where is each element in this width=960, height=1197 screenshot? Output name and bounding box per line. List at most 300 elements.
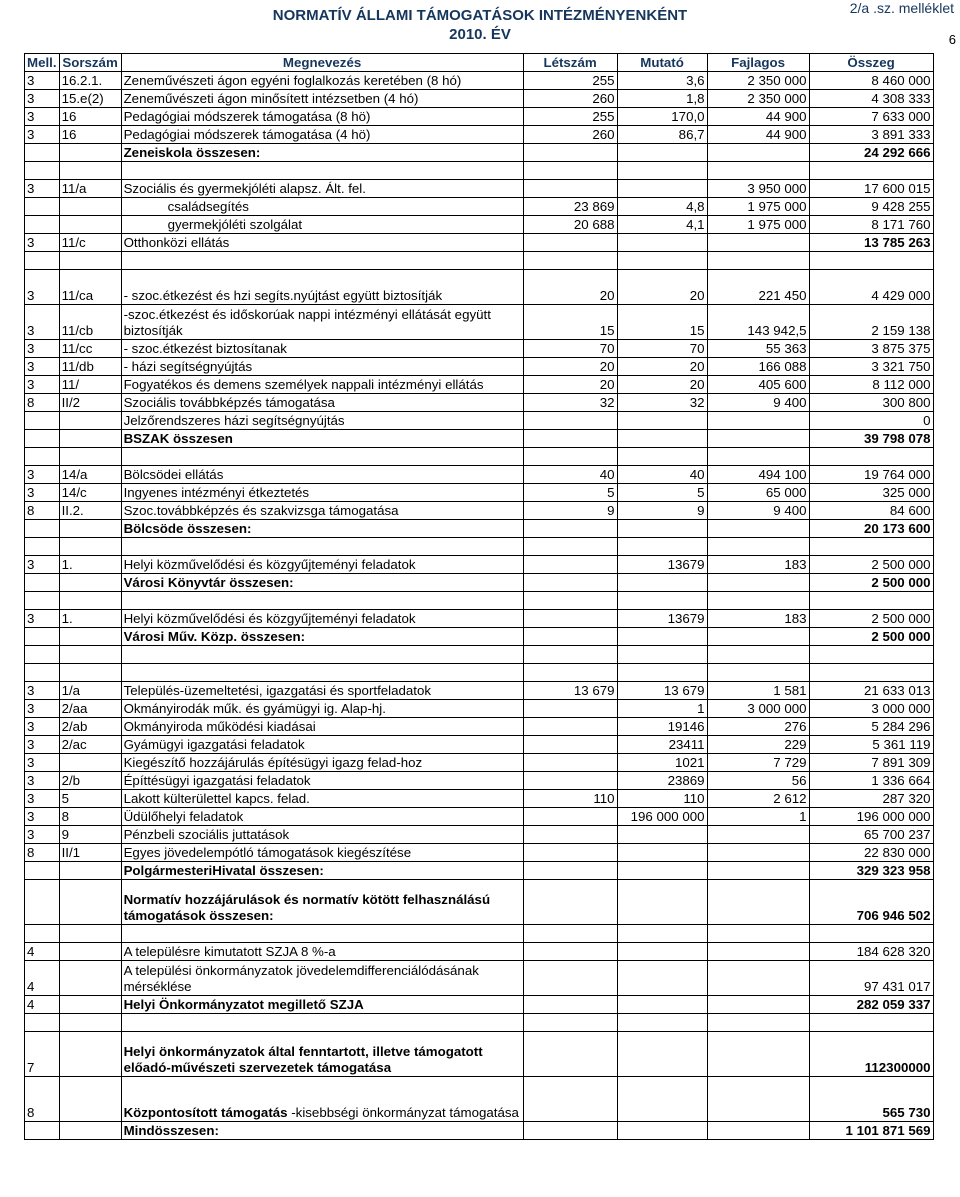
cell-megnevezes: Központosított támogatás -kisebbségi önkormányzat támogatása <box>121 1077 523 1122</box>
cell-letszam: 260 <box>523 126 617 144</box>
table-row <box>25 90 934 108</box>
cell-mell: 3 <box>25 90 60 108</box>
cell-fajlagos <box>707 1077 809 1122</box>
cell-sorszam <box>59 880 121 925</box>
cell-mutato: 13 679 <box>617 682 707 700</box>
cell-osszeg: 287 320 <box>809 790 933 808</box>
table-row <box>25 198 934 216</box>
cell-osszeg: 1 336 664 <box>809 772 933 790</box>
cell-osszeg: 84 600 <box>809 502 933 520</box>
col-header-mell: Mell. <box>25 54 60 72</box>
cell-fajlagos <box>707 880 809 925</box>
cell-sorszam: 1. <box>59 610 121 628</box>
cell-mell <box>25 574 60 592</box>
cell-mell: 8 <box>25 1077 60 1122</box>
table-row <box>25 592 934 610</box>
cell-osszeg: 9 428 255 <box>809 198 933 216</box>
cell-letszam: 15 <box>523 305 617 340</box>
cell-fajlagos <box>707 520 809 538</box>
cell-mell: 3 <box>25 484 60 502</box>
table-row <box>25 628 934 646</box>
cell-megnevezes: Okmányirodák műk. és gyámügyi ig. Alap-hj. <box>121 700 523 718</box>
cell-mell <box>25 664 60 682</box>
table-row <box>25 826 934 844</box>
cell-fajlagos <box>707 574 809 592</box>
cell-sorszam <box>59 144 121 162</box>
cell-megnevezes: Városi Könyvtár összesen: <box>121 574 523 592</box>
cell-megnevezes: A települési önkormányzatok jövedelemdifferenciálódásának mérséklése <box>121 961 523 996</box>
cell-fajlagos <box>707 996 809 1014</box>
cell-mutato: 70 <box>617 340 707 358</box>
cell-mell <box>25 448 60 466</box>
cell-osszeg <box>809 1014 933 1032</box>
cell-letszam <box>523 628 617 646</box>
cell-letszam: 13 679 <box>523 682 617 700</box>
cell-fajlagos: 44 900 <box>707 108 809 126</box>
cell-letszam <box>523 754 617 772</box>
cell-fajlagos <box>707 144 809 162</box>
cell-mell <box>25 162 60 180</box>
cell-letszam: 110 <box>523 790 617 808</box>
cell-osszeg: 3 321 750 <box>809 358 933 376</box>
cell-fajlagos <box>707 844 809 862</box>
cell-sorszam: 16.2.1. <box>59 72 121 90</box>
table-row <box>25 216 934 234</box>
cell-sorszam: II.2. <box>59 502 121 520</box>
cell-osszeg: 184 628 320 <box>809 943 933 961</box>
cell-fajlagos <box>707 664 809 682</box>
cell-fajlagos <box>707 592 809 610</box>
cell-fajlagos: 166 088 <box>707 358 809 376</box>
cell-mell <box>25 198 60 216</box>
cell-fajlagos: 2 350 000 <box>707 90 809 108</box>
table-row <box>25 925 934 943</box>
cell-mutato: 20 <box>617 358 707 376</box>
cell-sorszam <box>59 592 121 610</box>
cell-mell: 3 <box>25 376 60 394</box>
cell-osszeg: 2 500 000 <box>809 628 933 646</box>
cell-megnevezes: Pedagógiai módszerek támogatása (4 hö) <box>121 126 523 144</box>
cell-sorszam <box>59 520 121 538</box>
cell-sorszam <box>59 996 121 1014</box>
cell-sorszam: 15.e(2) <box>59 90 121 108</box>
cell-fajlagos: 276 <box>707 718 809 736</box>
cell-letszam <box>523 996 617 1014</box>
cell-sorszam: 14/a <box>59 466 121 484</box>
cell-megnevezes: Helyi közművelődési és közgyűjteményi feladatok <box>121 610 523 628</box>
cell-letszam <box>523 1032 617 1077</box>
cell-sorszam: 14/c <box>59 484 121 502</box>
cell-osszeg: 8 171 760 <box>809 216 933 234</box>
cell-sorszam: 11/ca <box>59 270 121 305</box>
cell-sorszam <box>59 925 121 943</box>
cell-mutato: 1021 <box>617 754 707 772</box>
cell-mutato: 20 <box>617 376 707 394</box>
cell-letszam: 20 <box>523 270 617 305</box>
cell-mutato <box>617 943 707 961</box>
cell-letszam <box>523 943 617 961</box>
cell-letszam <box>523 862 617 880</box>
cell-fajlagos <box>707 430 809 448</box>
table-row <box>25 538 934 556</box>
cell-mell: 3 <box>25 682 60 700</box>
cell-fajlagos: 229 <box>707 736 809 754</box>
cell-mell: 3 <box>25 754 60 772</box>
cell-megnevezes: A településre kimutatott SZJA 8 %-a <box>121 943 523 961</box>
cell-letszam <box>523 736 617 754</box>
cell-osszeg <box>809 646 933 664</box>
cell-mell <box>25 862 60 880</box>
cell-fajlagos <box>707 252 809 270</box>
cell-mell: 3 <box>25 772 60 790</box>
cell-sorszam <box>59 961 121 996</box>
cell-letszam <box>523 772 617 790</box>
support-table <box>24 53 934 1140</box>
cell-fajlagos: 56 <box>707 772 809 790</box>
table-row <box>25 664 934 682</box>
cell-mell <box>25 880 60 925</box>
cell-megnevezes: - házi segítségnyújtás <box>121 358 523 376</box>
cell-letszam <box>523 646 617 664</box>
cell-mutato <box>617 234 707 252</box>
cell-megnevezes: Jelzőrendszeres házi segítségnyújtás <box>121 412 523 430</box>
cell-fajlagos: 405 600 <box>707 376 809 394</box>
cell-osszeg: 39 798 078 <box>809 430 933 448</box>
cell-fajlagos <box>707 412 809 430</box>
table-row <box>25 790 934 808</box>
cell-letszam: 260 <box>523 90 617 108</box>
table-row <box>25 358 934 376</box>
cell-fajlagos: 2 350 000 <box>707 72 809 90</box>
cell-fajlagos <box>707 448 809 466</box>
cell-mutato <box>617 592 707 610</box>
cell-letszam <box>523 610 617 628</box>
cell-mell: 3 <box>25 466 60 484</box>
cell-fajlagos <box>707 538 809 556</box>
table-row <box>25 162 934 180</box>
table-row <box>25 72 934 90</box>
cell-megnevezes: Szociális és gyermekjóléti alapsz. Ált. fel. <box>121 180 523 198</box>
cell-fajlagos <box>707 1032 809 1077</box>
cell-osszeg: 2 159 138 <box>809 305 933 340</box>
cell-fajlagos <box>707 961 809 996</box>
cell-osszeg: 196 000 000 <box>809 808 933 826</box>
cell-sorszam: II/1 <box>59 844 121 862</box>
cell-sorszam: 16 <box>59 108 121 126</box>
cell-sorszam: 2/ab <box>59 718 121 736</box>
cell-fajlagos: 183 <box>707 556 809 574</box>
cell-sorszam: 2/aa <box>59 700 121 718</box>
cell-sorszam: 2/b <box>59 772 121 790</box>
cell-sorszam <box>59 1032 121 1077</box>
cell-mell: 3 <box>25 180 60 198</box>
table-row <box>25 180 934 198</box>
cell-mutato <box>617 961 707 996</box>
cell-mell <box>25 252 60 270</box>
cell-sorszam: 8 <box>59 808 121 826</box>
cell-mell: 3 <box>25 826 60 844</box>
cell-osszeg: 1 101 871 569 <box>809 1122 933 1140</box>
cell-megnevezes <box>121 448 523 466</box>
cell-osszeg: 7 633 000 <box>809 108 933 126</box>
cell-osszeg: 7 891 309 <box>809 754 933 772</box>
cell-mell: 3 <box>25 72 60 90</box>
table-row <box>25 1014 934 1032</box>
cell-fajlagos: 143 942,5 <box>707 305 809 340</box>
cell-mutato <box>617 826 707 844</box>
cell-mell <box>25 1014 60 1032</box>
cell-mutato: 170,0 <box>617 108 707 126</box>
cell-mell <box>25 430 60 448</box>
cell-osszeg: 22 830 000 <box>809 844 933 862</box>
table-row <box>25 376 934 394</box>
cell-sorszam: 11/cc <box>59 340 121 358</box>
cell-osszeg <box>809 252 933 270</box>
cell-letszam <box>523 162 617 180</box>
table-row <box>25 305 934 340</box>
table-row <box>25 270 934 305</box>
cell-mutato <box>617 430 707 448</box>
cell-sorszam <box>59 1014 121 1032</box>
cell-osszeg: 5 284 296 <box>809 718 933 736</box>
cell-sorszam <box>59 754 121 772</box>
cell-letszam: 255 <box>523 72 617 90</box>
cell-letszam: 40 <box>523 466 617 484</box>
table-row <box>25 466 934 484</box>
cell-megnevezes: Zeneművészeti ágon egyéni foglalkozás keretében (8 hó) <box>121 72 523 90</box>
cell-osszeg: 3 875 375 <box>809 340 933 358</box>
cell-mell: 3 <box>25 358 60 376</box>
cell-fajlagos: 7 729 <box>707 754 809 772</box>
cell-letszam: 20 688 <box>523 216 617 234</box>
cell-letszam <box>523 234 617 252</box>
cell-mell: 3 <box>25 340 60 358</box>
table-row <box>25 502 934 520</box>
cell-fajlagos: 1 581 <box>707 682 809 700</box>
cell-mutato <box>617 1032 707 1077</box>
cell-megnevezes <box>121 252 523 270</box>
cell-sorszam: 5 <box>59 790 121 808</box>
cell-mutato: 3,6 <box>617 72 707 90</box>
cell-sorszam: 11/c <box>59 234 121 252</box>
col-header-mutato: Mutató <box>617 54 707 72</box>
cell-sorszam <box>59 664 121 682</box>
cell-mutato: 4,8 <box>617 198 707 216</box>
cell-letszam <box>523 961 617 996</box>
cell-mutato <box>617 1122 707 1140</box>
table-header-row <box>25 54 934 72</box>
cell-osszeg: 2 500 000 <box>809 574 933 592</box>
cell-mutato: 110 <box>617 790 707 808</box>
cell-letszam <box>523 180 617 198</box>
cell-mutato <box>617 880 707 925</box>
cell-letszam: 70 <box>523 340 617 358</box>
cell-mell: 3 <box>25 610 60 628</box>
cell-megnevezes: BSZAK összesen <box>121 430 523 448</box>
cell-mell <box>25 628 60 646</box>
table-row <box>25 754 934 772</box>
cell-letszam <box>523 925 617 943</box>
cell-mell <box>25 520 60 538</box>
cell-letszam: 5 <box>523 484 617 502</box>
cell-fajlagos <box>707 943 809 961</box>
table-row <box>25 646 934 664</box>
cell-osszeg: 8 112 000 <box>809 376 933 394</box>
cell-sorszam: 11/cb <box>59 305 121 340</box>
cell-megnevezes: Fogyatékos és demens személyek nappali intézményi ellátás <box>121 376 523 394</box>
cell-megnevezes: Szoc.továbbképzés és szakvizsga támogatása <box>121 502 523 520</box>
cell-fajlagos <box>707 862 809 880</box>
table-row <box>25 574 934 592</box>
cell-sorszam <box>59 412 121 430</box>
cell-sorszam <box>59 216 121 234</box>
table-row <box>25 943 934 961</box>
cell-megnevezes: Település-üzemeltetési, igazgatási és sportfeladatok <box>121 682 523 700</box>
cell-mell: 3 <box>25 736 60 754</box>
cell-sorszam: 1/a <box>59 682 121 700</box>
cell-osszeg: 2 500 000 <box>809 610 933 628</box>
cell-fajlagos: 9 400 <box>707 502 809 520</box>
attachment-label: 2/a .sz. melléklet <box>849 0 954 16</box>
cell-sorszam <box>59 538 121 556</box>
cell-mell <box>25 592 60 610</box>
cell-osszeg: 325 000 <box>809 484 933 502</box>
cell-mutato <box>617 412 707 430</box>
cell-mell: 4 <box>25 961 60 996</box>
cell-mutato <box>617 448 707 466</box>
cell-fajlagos: 55 363 <box>707 340 809 358</box>
cell-megnevezes: Egyes jövedelempótló támogatások kiegészítése <box>121 844 523 862</box>
cell-osszeg: 282 059 337 <box>809 996 933 1014</box>
cell-mell <box>25 144 60 162</box>
cell-mutato <box>617 646 707 664</box>
table-row <box>25 144 934 162</box>
table-row <box>25 484 934 502</box>
table-row <box>25 700 934 718</box>
col-header-osszeg: Összeg <box>809 54 933 72</box>
cell-mutato: 86,7 <box>617 126 707 144</box>
table-row <box>25 448 934 466</box>
cell-osszeg: 0 <box>809 412 933 430</box>
cell-mell: 4 <box>25 996 60 1014</box>
cell-fajlagos: 44 900 <box>707 126 809 144</box>
cell-letszam <box>523 412 617 430</box>
cell-mutato: 32 <box>617 394 707 412</box>
cell-letszam <box>523 448 617 466</box>
cell-osszeg <box>809 592 933 610</box>
document-title <box>220 6 740 44</box>
cell-osszeg <box>809 448 933 466</box>
cell-letszam <box>523 808 617 826</box>
col-header-megnevezes: Megnevezés <box>121 54 523 72</box>
cell-sorszam: 11/a <box>59 180 121 198</box>
cell-fajlagos: 3 000 000 <box>707 700 809 718</box>
cell-megnevezes: Városi Műv. Közp. összesen: <box>121 628 523 646</box>
table-row <box>25 108 934 126</box>
cell-fajlagos <box>707 628 809 646</box>
cell-letszam: 23 869 <box>523 198 617 216</box>
cell-fajlagos <box>707 826 809 844</box>
cell-megnevezes: Lakott külterülettel kapcs. felad. <box>121 790 523 808</box>
cell-sorszam: 9 <box>59 826 121 844</box>
cell-fajlagos: 221 450 <box>707 270 809 305</box>
cell-megnevezes <box>121 1014 523 1032</box>
cell-megnevezes: gyermekjóléti szolgálat <box>121 216 523 234</box>
cell-megnevezes: Zeneművészeti ágon minősített intézsetben (4 hó) <box>121 90 523 108</box>
cell-megnevezes: Helyi Önkormányzatot megillető SZJA <box>121 996 523 1014</box>
title-line-1: NORMATÍV ÁLLAMI TÁMOGATÁSOK INTÉZMÉNYENKÉNT <box>272 7 688 24</box>
cell-megnevezes: - szoc.étkezést biztosítanak <box>121 340 523 358</box>
cell-letszam <box>523 144 617 162</box>
cell-megnevezes: Bölcsödei ellátás <box>121 466 523 484</box>
cell-letszam: 20 <box>523 358 617 376</box>
cell-megnevezes <box>121 592 523 610</box>
cell-osszeg: 4 429 000 <box>809 270 933 305</box>
table-row <box>25 844 934 862</box>
cell-megnevezes: - szoc.étkezést és hzi segíts.nyújtást együtt biztosítják <box>121 270 523 305</box>
cell-mutato: 19146 <box>617 718 707 736</box>
cell-osszeg: 65 700 237 <box>809 826 933 844</box>
cell-osszeg: 19 764 000 <box>809 466 933 484</box>
cell-osszeg: 97 431 017 <box>809 961 933 996</box>
cell-osszeg: 329 323 958 <box>809 862 933 880</box>
table-row <box>25 1122 934 1140</box>
table-row <box>25 412 934 430</box>
page-number: 6 <box>948 32 956 47</box>
cell-mutato <box>617 574 707 592</box>
cell-mutato: 15 <box>617 305 707 340</box>
cell-mell <box>25 925 60 943</box>
cell-letszam <box>523 718 617 736</box>
cell-sorszam: 11/ <box>59 376 121 394</box>
cell-sorszam <box>59 162 121 180</box>
cell-mell: 3 <box>25 790 60 808</box>
cell-osszeg: 8 460 000 <box>809 72 933 90</box>
cell-mell: 3 <box>25 305 60 340</box>
cell-fajlagos: 494 100 <box>707 466 809 484</box>
cell-mutato: 13679 <box>617 610 707 628</box>
cell-osszeg: 13 785 263 <box>809 234 933 252</box>
cell-letszam <box>523 844 617 862</box>
table-row <box>25 394 934 412</box>
table-row <box>25 808 934 826</box>
cell-sorszam <box>59 862 121 880</box>
cell-letszam <box>523 538 617 556</box>
title-line-2: 2010. ÉV <box>449 26 511 43</box>
cell-mell: 7 <box>25 1032 60 1077</box>
cell-osszeg <box>809 664 933 682</box>
cell-megnevezes <box>121 162 523 180</box>
cell-mell: 3 <box>25 270 60 305</box>
cell-mell: 3 <box>25 700 60 718</box>
cell-mutato: 20 <box>617 270 707 305</box>
cell-mutato <box>617 862 707 880</box>
cell-mutato: 40 <box>617 466 707 484</box>
cell-sorszam <box>59 1122 121 1140</box>
cell-mutato <box>617 520 707 538</box>
table-row <box>25 1032 934 1077</box>
cell-mutato <box>617 252 707 270</box>
cell-mutato: 13679 <box>617 556 707 574</box>
cell-mell: 3 <box>25 556 60 574</box>
cell-sorszam <box>59 628 121 646</box>
cell-mutato: 23411 <box>617 736 707 754</box>
cell-mell: 3 <box>25 718 60 736</box>
cell-megnevezes <box>121 538 523 556</box>
cell-letszam: 9 <box>523 502 617 520</box>
cell-osszeg: 706 946 502 <box>809 880 933 925</box>
cell-letszam <box>523 556 617 574</box>
